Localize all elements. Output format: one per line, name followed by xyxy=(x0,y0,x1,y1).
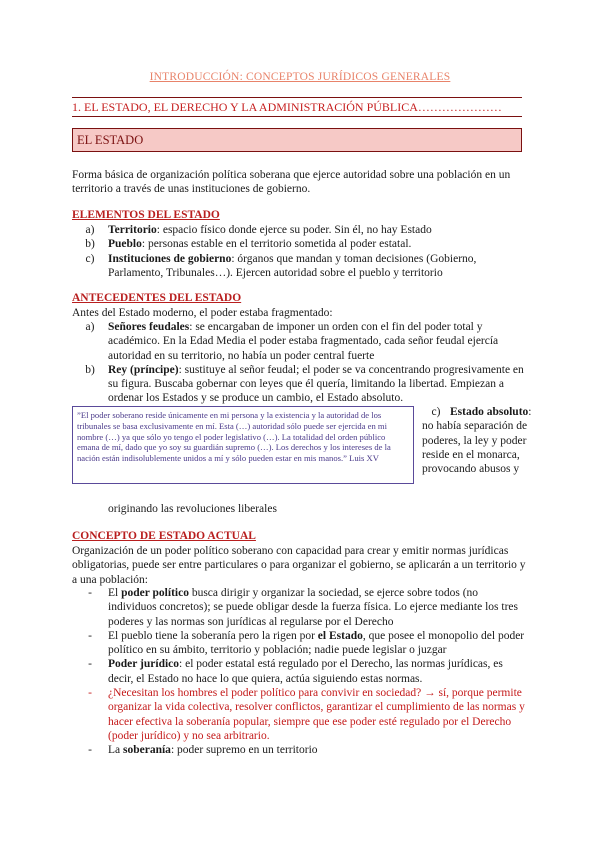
item-text: : se encargaban de imponer un orden con el fin del poder total y académico. En la Edad Media el poder estaba fragmentado, cada señor feudal ejercía autoridad en su territorio, no había un poder central fuerte xyxy=(108,321,499,362)
list-marker: - xyxy=(88,658,92,671)
item-text: : personas estable en el territorio sometida al poder estatal. xyxy=(141,238,412,251)
term: Territorio xyxy=(108,224,157,236)
term: poder político xyxy=(121,587,189,599)
item-text: , que posee el monopolio del poder político en su ámbito, territorio y población; nadie puede legislar o juzgar xyxy=(108,629,525,657)
item-prefix: La xyxy=(108,744,124,757)
list-item xyxy=(72,363,528,406)
question-text: ¿Necesitan los hombres el poder político para convivir en sociedad? → sí, porque permite organizar la vida colectiva, resolver conflictos, garantizar el cumplimiento de las normas y hacer efectiva la soberanía popular, siempre que ese poder esté regulado por el Derecho (poder jurídico) y no sea arbitrario. xyxy=(108,687,525,742)
document-title: INTRODUCCIÓN: CONCEPTOS JURÍDICOS GENERALES xyxy=(149,71,451,83)
term: Pueblo xyxy=(108,238,142,251)
elementos-heading: ELEMENTOS DEL ESTADO xyxy=(72,209,220,221)
list-marker: - xyxy=(88,744,92,757)
estado-absoluto-item xyxy=(422,405,532,476)
list-marker: a) xyxy=(85,224,95,236)
term: Instituciones de gobierno xyxy=(108,252,232,265)
item-text: : no había separación de poderes, la ley y poder reside en el monarca, provocando abusos y xyxy=(422,406,532,476)
list-marker: b) xyxy=(85,363,95,376)
list-item xyxy=(72,743,528,757)
antecedentes-list xyxy=(72,320,528,406)
list-marker: b) xyxy=(85,238,95,251)
item-prefix: El pueblo tiene la soberanía pero la rigen por xyxy=(108,629,318,642)
item-text: : el poder estatal está regulado por el Derecho, las normas jurídicas, es decir, el Estado no hace lo que quiera, actúa siguiendo estas normas. xyxy=(108,658,503,685)
term: Señores feudales xyxy=(108,321,190,333)
term: soberanía xyxy=(123,744,171,757)
list-marker: - xyxy=(88,687,92,700)
item-text: : sustituye al señor feudal; el poder se va concentrando progresivamente en su figura. Buscaba gobernar con leyes que él quería, limitando la libertad. Empiezan a ordenar los Estados y se produce un cambio, el Estado absoluto. xyxy=(108,363,524,405)
luis-xv-quote: ”El poder soberano reside únicamente en mi persona y la existencia y la autoridad de los tribunales se basa exclusivamente en mí. Esta (…) autoridad sólo puede ser ejercida en mi nombre (…) ya que sólo yo tengo el poder legislativo (…). La totalidad del orden público emana de mí, dado que yo soy su guardián supremo (…). Los derechos y los intereses de la nación están indisolublemente unidos a mí y sólo pueden estar en mis manos.” Luis XV xyxy=(72,406,414,484)
list-marker: c) xyxy=(431,406,441,418)
concepto-heading: CONCEPTO DE ESTADO ACTUAL xyxy=(72,530,256,542)
term: Rey (príncipe) xyxy=(108,363,179,376)
list-item xyxy=(72,320,528,363)
list-item xyxy=(72,586,528,629)
term: el Estado xyxy=(317,629,363,642)
antecedentes-tail: originando las revoluciones liberales xyxy=(108,503,277,515)
list-marker: a) xyxy=(85,321,95,333)
state-definition: Forma básica de organización política soberana que ejerce autoridad sobre una población en un territorio a través de unas instituciones de gobierno. xyxy=(72,169,511,196)
elementos-list xyxy=(72,223,528,280)
list-item xyxy=(72,237,528,251)
list-item xyxy=(72,252,528,281)
term: Estado absoluto xyxy=(450,406,529,418)
concepto-intro: Organización de un poder político soberano con capacidad para crear y emitir normas jurídicas obligatorias, puede ser entre particulares o para organizar el gobierno, se aplicarán a un territorio y a una población: xyxy=(72,545,526,586)
item-text: : espacio físico donde ejerce su poder. Sin él, no hay Estado xyxy=(156,224,432,236)
list-marker: c) xyxy=(85,252,95,265)
list-item xyxy=(72,223,528,237)
list-item-question xyxy=(72,686,528,743)
item-text: : poder supremo en un territorio xyxy=(170,744,318,757)
antecedentes-intro: Antes del Estado moderno, el poder estaba fragmentado: xyxy=(72,307,333,319)
subsection-heading-box: EL ESTADO xyxy=(72,128,522,152)
section-heading: 1. EL ESTADO, EL DERECHO Y LA ADMINISTRACIÓN PÚBLICA………………… xyxy=(72,97,522,117)
list-item xyxy=(72,657,528,686)
concepto-list xyxy=(72,586,528,758)
term: Poder jurídico xyxy=(108,658,180,671)
item-text: busca dirigir y organizar la sociedad, se ejerce sobre todos (no individuos concretos); se puede obligar desde la fuerza física. Lo ejerce mediante los tres poderes y las normas son jurídicas al regularse por el Derecho xyxy=(108,587,519,628)
item-text: : órganos que mandan y toman decisiones (Gobierno, Parlamento, Tribunales…). Ejercen autoridad sobre el pueblo y territorio xyxy=(108,252,477,279)
list-item xyxy=(72,629,528,658)
list-marker: - xyxy=(88,587,92,599)
list-marker: - xyxy=(88,629,92,642)
antecedentes-heading: ANTECEDENTES DEL ESTADO xyxy=(72,292,242,304)
item-prefix: El xyxy=(108,587,122,599)
